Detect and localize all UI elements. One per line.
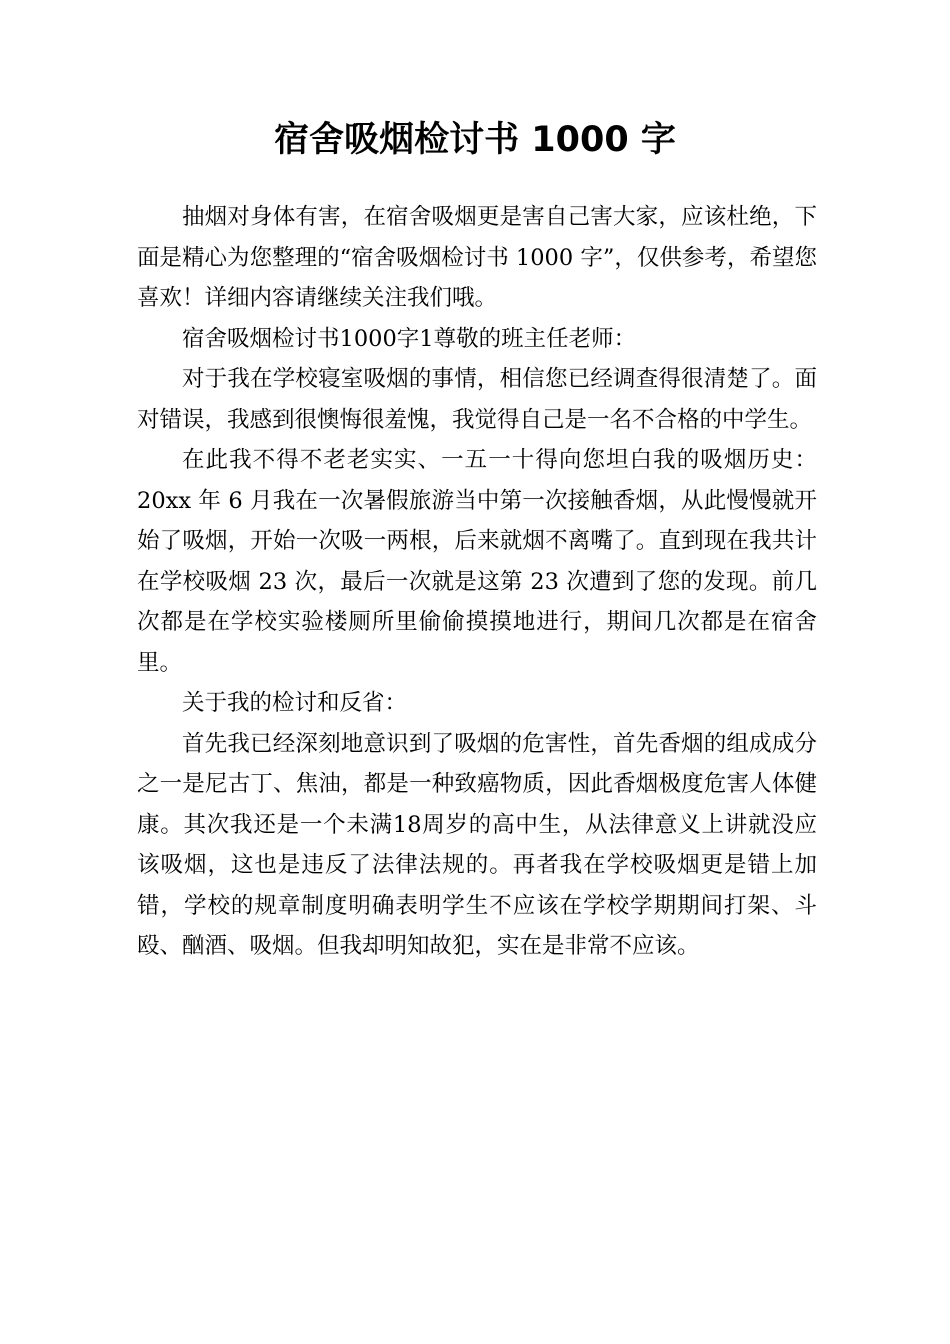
- paragraph-intro: 抽烟对身体有害，在宿舍吸烟更是害自己害大家，应该杜绝，下面是精心为您整理的“宿舍吸烟检讨书 1000 字”，仅供参考，希望您喜欢！详细内容请继续关注我们哦。: [137, 204, 817, 311]
- document-body: [137, 197, 817, 967]
- paragraph-history: 在此我不得不老老实实、一五一十得向您坦白我的吸烟历史：20xx 年 6 月我在一次暑假旅游当中第一次接触香烟，从此慢慢就开始了吸烟，开始一次吸一两根，后来就烟不离嘴了。直到现在我共计在学校吸烟 23 次，最后一次就是这第 23 次遭到了您的发现。前几次都是在学校实验楼厕所里偷偷摸摸地进行，期间几次都是在宿舍里。: [137, 447, 817, 676]
- paragraph-salutation: 宿舍吸烟检讨书1000字1尊敬的班主任老师：: [182, 325, 637, 352]
- paragraph-admission: 对于我在学校寝室吸烟的事情，相信您已经调查得很清楚了。面对错误，我感到很懊悔很羞愧，我觉得自己是一名不合格的中学生。: [137, 366, 817, 433]
- paragraph-reflection: 首先我已经深刻地意识到了吸烟的危害性，首先香烟的组成成分之一是尼古丁、焦油，都是一种致癌物质，因此香烟极度危害人体健康。其次我还是一个未满18周岁的高中生，从法律意义上讲就没应该吸烟，这也是违反了法律法规的。再者我在学校吸烟更是错上加错，学校的规章制度明确表明学生不应该在学校学期期间打架、斗殴、酗酒、吸烟。但我却明知故犯，实在是非常不应该。: [137, 730, 817, 959]
- paragraph-reflection-heading: 关于我的检讨和反省：: [182, 690, 408, 716]
- document-title: 宿舍吸烟检讨书 1000 字: [274, 120, 676, 160]
